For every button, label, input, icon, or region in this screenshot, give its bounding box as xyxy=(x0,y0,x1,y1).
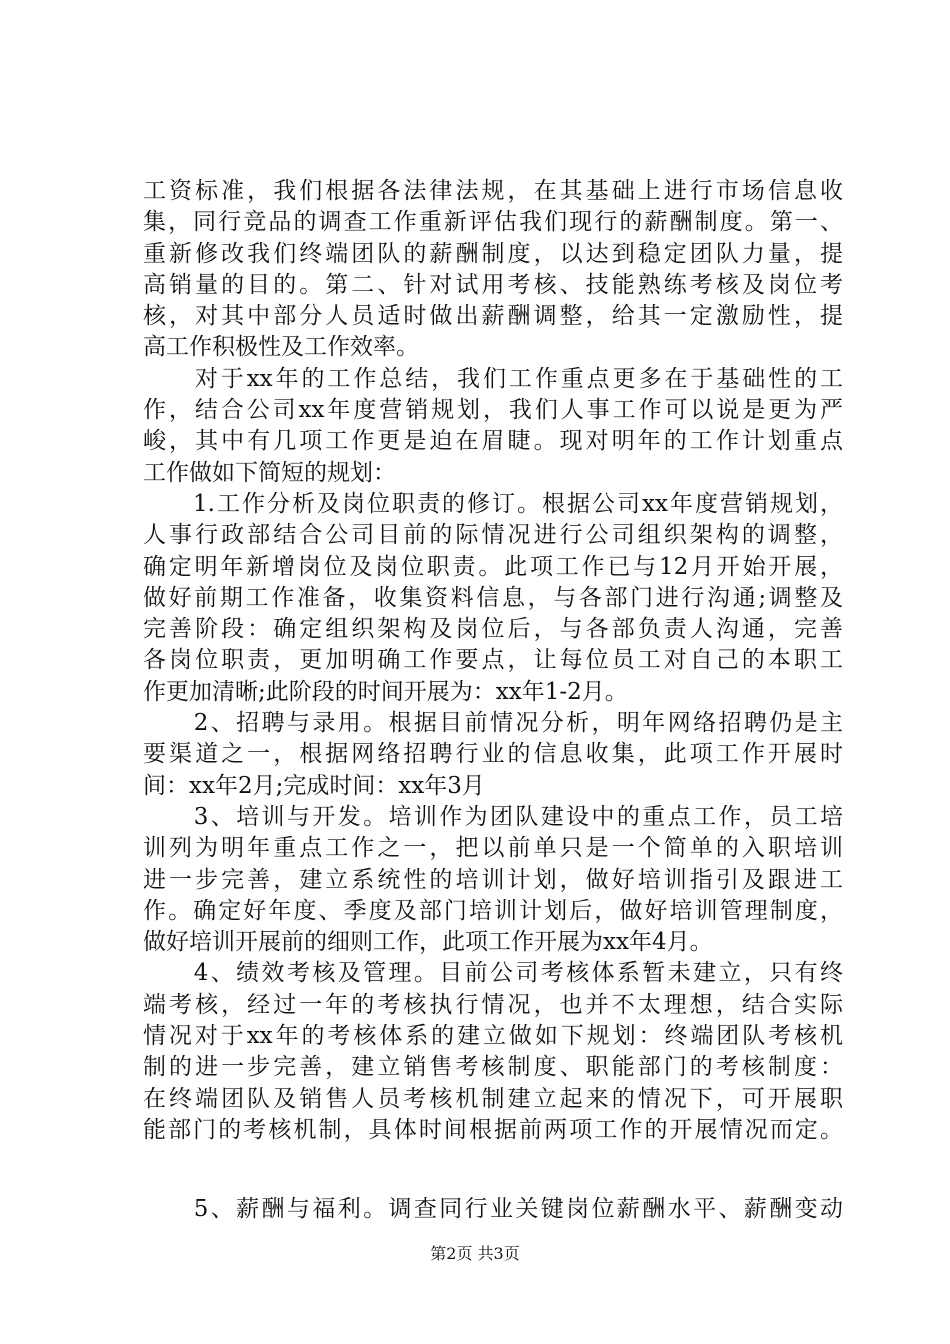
text-line: 完善阶段：确定组织架构及岗位后，与各部负责人沟通，完善 xyxy=(143,616,843,643)
text-line: 对于xx年的工作总结，我们工作重点更多在于基础性的工 xyxy=(143,365,843,392)
text-line: 峻，其中有几项工作更是迫在眉睫。现对明年的工作计划重点 xyxy=(143,428,843,455)
paragraph-gap xyxy=(143,1146,843,1194)
text-line: 4、绩效考核及管理。目前公司考核体系暂未建立，只有终 xyxy=(143,960,843,987)
text-line: 制的进一步完善，建立销售考核制度、职能部门的考核制度： xyxy=(143,1054,843,1081)
text-line: 情况对于xx年的考核体系的建立做如下规划：终端团队考核机 xyxy=(143,1023,843,1050)
text-line: 间：xx年2月;完成时间：xx年3月 xyxy=(143,772,485,799)
text-line: 训列为明年重点工作之一，把以前单只是一个简单的入职培训 xyxy=(143,835,843,862)
text-line: 2、招聘与录用。根据目前情况分析，明年网络招聘仍是主 xyxy=(143,710,843,737)
page-number-footer: 第2页 共3页 xyxy=(430,1244,520,1263)
text-line: 进一步完善，建立系统性的培训计划，做好培训指引及跟进工 xyxy=(143,866,843,893)
text-line: 3、培训与开发。培训作为团队建设中的重点工作，员工培 xyxy=(143,803,843,830)
text-line: 能部门的考核机制，具体时间根据前两项工作的开展情况而定。 xyxy=(143,1116,843,1143)
text-line: 做好培训开展前的细则工作，此项工作开展为xx年4月。 xyxy=(143,929,713,956)
text-line: 要渠道之一，根据网络招聘行业的信息收集，此项工作开展时 xyxy=(143,741,843,768)
text-line: 核，对其中部分人员适时做出薪酬调整，给其一定激励性，提 xyxy=(143,303,843,330)
text-line: 重新修改我们终端团队的薪酬制度，以达到稳定团队力量，提 xyxy=(143,240,843,267)
text-line: 人事行政部结合公司目前的际情况进行公司组织架构的调整， xyxy=(143,522,843,549)
text-line: 作。确定好年度、季度及部门培训计划后，做好培训管理制度， xyxy=(143,897,843,924)
text-line: 各岗位职责，更加明确工作要点，让每位员工对自己的本职工 xyxy=(143,647,843,674)
text-line: 1.工作分析及岗位职责的修订。根据公司xx年度营销规划， xyxy=(143,490,843,517)
text-line: 在终端团队及销售人员考核机制建立起来的情况下，可开展职 xyxy=(143,1085,843,1112)
text-line: 高工作积极性及工作效率。 xyxy=(143,334,419,361)
text-line: 工作做如下简短的规划： xyxy=(143,459,396,486)
text-line: 高销量的目的。第二、针对试用考核、技能熟练考核及岗位考 xyxy=(143,271,843,298)
text-line: 作更加清晰;此阶段的时间开展为：xx年1-2月。 xyxy=(143,678,628,705)
text-line: 5、薪酬与福利。调查同行业关键岗位薪酬水平、薪酬变动 xyxy=(143,1196,843,1223)
text-line: 作，结合公司xx年度营销规划，我们人事工作可以说是更为严 xyxy=(143,397,843,424)
text-line: 集，同行竞品的调查工作重新评估我们现行的薪酬制度。第一、 xyxy=(143,209,843,236)
text-line: 工资标准，我们根据各法律法规，在其基础上进行市场信息收 xyxy=(143,178,843,204)
text-line: 确定明年新增岗位及岗位职责。此项工作已与12月开始开展， xyxy=(143,553,843,580)
text-line: 端考核，经过一年的考核执行情况，也并不太理想，结合实际 xyxy=(143,991,843,1018)
document-body xyxy=(143,176,843,1226)
text-line: 做好前期工作准备，收集资料信息，与各部门进行沟通;调整及 xyxy=(143,584,843,611)
